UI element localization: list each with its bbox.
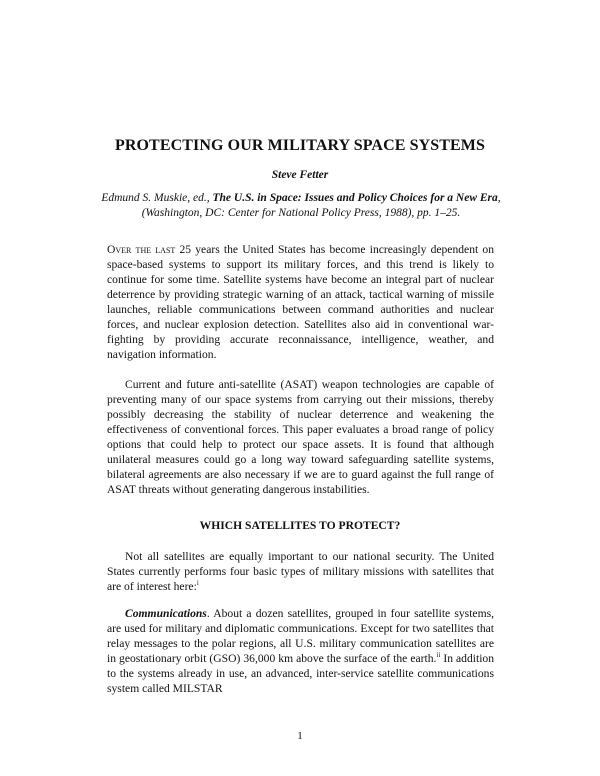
paragraph-intro xyxy=(107,242,494,362)
paragraph-asat xyxy=(107,377,494,497)
paragraph-communications xyxy=(107,606,494,696)
paragraph-text-continued: In addition to the systems already in use, an advanced, inter-service satellite communications system called MILSTAR xyxy=(107,652,495,696)
citation-editors: Edmund S. Muskie, ed., xyxy=(101,192,213,204)
author-name: Steve Fetter xyxy=(271,169,329,181)
footnote-marker[interactable]: i xyxy=(196,579,199,588)
paragraph-lead-in: Over the last xyxy=(107,243,176,256)
paper-title: PROTECTING OUR MILITARY SPACE SYSTEMS xyxy=(114,137,485,154)
page-number: 1 xyxy=(297,730,303,742)
paragraph-text: Current and future anti-satellite (ASAT) weapon technologies are capable of preventing many of our space systems from carrying out their missions, thereby possibly decreasing the stability of nuclear deterrence and weakening the effectiveness of conventional forces. This paper evaluates a broad range of policy options that could help to protect our space assets. It is found that although unilateral measures could go a long way toward safeguarding satellite systems, bilateral agreements are also necessary if we are to guard against the full range of ASAT threats without generating dangerous instabilities. xyxy=(107,378,494,497)
paragraph-text: Not all satellites are equally important to our national security. The United States currently performs four basic types of military missions with satellites that are of interest here: xyxy=(107,550,494,594)
citation-book-title: The U.S. in Space: Issues and Policy Choices for a New Era xyxy=(212,192,498,204)
section-heading: WHICH SATELLITES TO PROTECT? xyxy=(199,519,401,532)
paragraph-text: . About a dozen satellites, grouped in four satellite systems, are used for military and diplomatic communications. Except for two satellites that relay messages to the polar regions, all U.S. military communication satellites are in geostationary orbit (GSO) 36,000 km above the surface of the earth. xyxy=(107,607,494,666)
paragraph-satellites xyxy=(107,549,494,594)
footnote-marker[interactable]: ii xyxy=(436,651,441,660)
paragraph-text: 25 years the United States has become increasingly dependent on space-based systems to support its military forces, and this trend is likely to continue for some time. Satellite systems have become an integral part of nuclear deterrence by providing strategic warning of an attack, tactical warning of missile launches, reliable communications between command authorities and nuclear forces, and nuclear explosion detection. Satellites also aid in conventional war-fighting by providing accurate reconnaissance, intelligence, weather, and navigation information. xyxy=(107,243,494,362)
citation xyxy=(96,191,506,221)
citation-publication: , (Washington, DC: Center for National Policy Press, 1988), pp. 1–25. xyxy=(141,192,501,219)
run-in-heading: Communications xyxy=(125,607,207,620)
